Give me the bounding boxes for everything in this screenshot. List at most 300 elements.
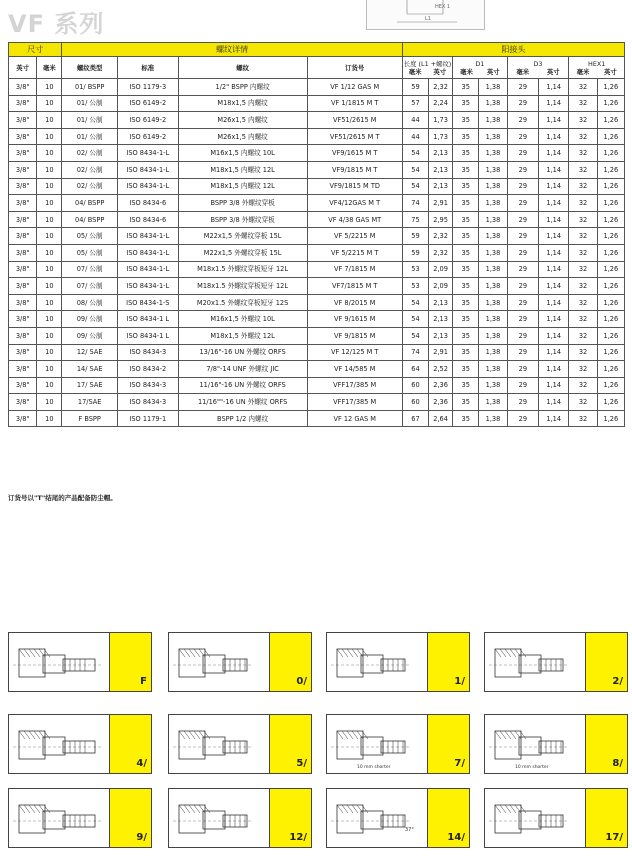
dimension-drawing (366, 0, 485, 30)
cell-hex1-mm: 32 (569, 327, 597, 344)
cell-length-inch: 2,32 (429, 228, 453, 245)
cell-d3-mm: 29 (507, 79, 538, 96)
cell-inch: 3/8" (9, 261, 37, 278)
cell-length-mm: 59 (402, 79, 428, 96)
cell-thread: BSPP 3/8 外螺纹穿板 (178, 211, 307, 228)
cell-inch: 3/8" (9, 145, 37, 162)
fitting-card (168, 714, 312, 774)
col-mm: 毫米 (37, 57, 62, 79)
hex1-inch: 英寸 (603, 67, 617, 76)
cell-hex1-mm: 32 (569, 112, 597, 129)
fitting-drawing (173, 719, 268, 769)
table-row (9, 261, 625, 278)
cell-thread-type: 09/ 公制 (62, 327, 118, 344)
cell-standard: ISO 8434-1 L (117, 311, 178, 328)
cell-mm: 10 (37, 344, 62, 361)
spec-table (8, 42, 625, 427)
cell-d1-inch: 1,38 (479, 112, 507, 129)
fitting-code: 8/ (612, 758, 623, 769)
fitting-card (8, 632, 152, 692)
cell-d3-inch: 1,14 (539, 79, 569, 96)
cell-mm: 10 (37, 228, 62, 245)
cell-d1-mm: 35 (453, 394, 479, 411)
cell-d1-mm: 35 (453, 195, 479, 212)
cell-length-mm: 54 (402, 161, 428, 178)
d1-inch: 英寸 (486, 67, 500, 76)
cell-d1-mm: 35 (453, 261, 479, 278)
cell-length-inch: 2,13 (429, 294, 453, 311)
length-title: 长度 (L1 +螺纹) (403, 59, 452, 68)
cell-d3-mm: 29 (507, 261, 538, 278)
cell-inch: 3/8" (9, 344, 37, 361)
cell-order-no: VFF17/385 M (307, 377, 402, 394)
cell-order-no: VF51/2615 M (307, 112, 402, 129)
cell-d1-inch: 1,38 (479, 344, 507, 361)
cell-inch: 3/8" (9, 79, 37, 96)
cell-d3-inch: 1,14 (539, 178, 569, 195)
cell-hex1-inch: 1,26 (597, 79, 624, 96)
cell-thread-type: 08/ 公制 (62, 294, 118, 311)
cell-inch: 3/8" (9, 128, 37, 145)
cell-d3-inch: 1,14 (539, 145, 569, 162)
cell-length-inch: 2,13 (429, 327, 453, 344)
fitting-card (484, 632, 628, 692)
cell-hex1-mm: 32 (569, 244, 597, 261)
l1-label: L1 (425, 16, 431, 22)
cell-hex1-inch: 1,26 (597, 211, 624, 228)
cell-thread: 11/16""-16 UN 外螺纹 ORFS (178, 394, 307, 411)
cell-mm: 10 (37, 79, 62, 96)
cell-thread-type: 01/ 公制 (62, 112, 118, 129)
cell-d3-inch: 1,14 (539, 327, 569, 344)
table-row (9, 361, 625, 378)
cell-thread: M18x1.5 外螺纹穿板短牙 12L (178, 261, 307, 278)
cell-thread-type: 12/ SAE (62, 344, 118, 361)
col-d1 (453, 57, 507, 79)
cell-thread: M16x1,5 内螺纹 10L (178, 145, 307, 162)
fitting-card (326, 714, 470, 774)
cell-length-mm: 64 (402, 361, 428, 378)
cell-inch: 3/8" (9, 112, 37, 129)
table-row (9, 79, 625, 96)
cell-thread: M18x1.5 外螺纹穿板短牙 12L (178, 278, 307, 295)
cell-thread: M18x1,5 内螺纹 12L (178, 161, 307, 178)
cell-d1-mm: 35 (453, 410, 479, 427)
cell-mm: 10 (37, 361, 62, 378)
cell-hex1-inch: 1,26 (597, 145, 624, 162)
fitting-code: 0/ (296, 676, 307, 687)
cell-inch: 3/8" (9, 161, 37, 178)
fitting-drawing (13, 793, 108, 843)
cell-d1-mm: 35 (453, 244, 479, 261)
cell-d3-mm: 29 (507, 327, 538, 344)
cell-hex1-inch: 1,26 (597, 278, 624, 295)
fitting-card (484, 714, 628, 774)
cell-hex1-mm: 32 (569, 161, 597, 178)
cell-standard: ISO 8434-1-L (117, 145, 178, 162)
cell-hex1-mm: 32 (569, 145, 597, 162)
cell-length-mm: 74 (402, 344, 428, 361)
fitting-drawing (331, 719, 426, 769)
d3-title: D3 (533, 59, 543, 68)
cell-d3-mm: 29 (507, 294, 538, 311)
table-row (9, 178, 625, 195)
cell-length-mm: 59 (402, 228, 428, 245)
fitting-drawing (331, 793, 426, 843)
cell-inch: 3/8" (9, 211, 37, 228)
cell-thread: M16x1,5 外螺纹 10L (178, 311, 307, 328)
d1-mm: 毫米 (460, 67, 473, 76)
cell-thread-type: 02/ 公制 (62, 161, 118, 178)
cell-d3-mm: 29 (507, 195, 538, 212)
cell-d3-mm: 29 (507, 128, 538, 145)
fitting-drawing (331, 637, 426, 687)
cell-hex1-mm: 32 (569, 95, 597, 112)
cell-thread-type: 02/ 公制 (62, 178, 118, 195)
cell-standard: ISO 8434-1-L (117, 178, 178, 195)
cell-d1-inch: 1,38 (479, 228, 507, 245)
cell-d1-mm: 35 (453, 377, 479, 394)
cell-d1-mm: 35 (453, 211, 479, 228)
angle-label: 37° (405, 827, 414, 833)
shorter-note: 10 mm shorter (515, 765, 549, 770)
fitting-code: 9/ (136, 832, 147, 843)
table-row (9, 95, 625, 112)
cell-d3-mm: 29 (507, 145, 538, 162)
cell-standard: ISO 6149-2 (117, 95, 178, 112)
cell-order-no: VF 12 GAS M (307, 410, 402, 427)
cell-length-mm: 54 (402, 178, 428, 195)
table-body (9, 79, 625, 427)
cell-length-mm: 54 (402, 327, 428, 344)
cell-order-no: VF9/1815 M TD (307, 178, 402, 195)
cell-d1-inch: 1,38 (479, 261, 507, 278)
cell-inch: 3/8" (9, 95, 37, 112)
cell-order-no: VF 1/12 GAS M (307, 79, 402, 96)
cell-inch: 3/8" (9, 244, 37, 261)
cell-d1-inch: 1,38 (479, 394, 507, 411)
cell-order-no: VF9/1615 M T (307, 145, 402, 162)
cell-d1-inch: 1,38 (479, 128, 507, 145)
fitting-drawing (13, 637, 108, 687)
cell-thread: M18x1,5 内螺纹 12L (178, 178, 307, 195)
cell-d3-mm: 29 (507, 178, 538, 195)
cell-length-inch: 2,36 (429, 377, 453, 394)
cell-d1-inch: 1,38 (479, 178, 507, 195)
cell-d1-mm: 35 (453, 112, 479, 129)
cell-d1-mm: 35 (453, 95, 479, 112)
col-length (402, 57, 452, 79)
cell-inch: 3/8" (9, 361, 37, 378)
cell-d3-mm: 29 (507, 278, 538, 295)
cell-standard: ISO 8434-6 (117, 211, 178, 228)
cell-d1-inch: 1,38 (479, 361, 507, 378)
cell-thread-type: 02/ 公制 (62, 145, 118, 162)
table-row (9, 211, 625, 228)
cell-order-no: VF7/1815 M T (307, 278, 402, 295)
table-row (9, 294, 625, 311)
footnote: 订货号以"T"结尾的产品配备防尘帽。 (8, 494, 117, 502)
cell-mm: 10 (37, 327, 62, 344)
cell-thread: M18x1,5 内螺纹 (178, 95, 307, 112)
cell-hex1-inch: 1,26 (597, 228, 624, 245)
cell-order-no: VF4/12GAS M T (307, 195, 402, 212)
cell-d1-mm: 35 (453, 178, 479, 195)
cell-mm: 10 (37, 311, 62, 328)
cell-d3-mm: 29 (507, 228, 538, 245)
cell-thread-type: 01/ 公制 (62, 95, 118, 112)
cell-length-inch: 2,09 (429, 261, 453, 278)
cell-d3-inch: 1,14 (539, 361, 569, 378)
cell-thread-type: 01/ BSPP (62, 79, 118, 96)
table-row (9, 410, 625, 427)
cell-mm: 10 (37, 394, 62, 411)
cell-length-mm: 67 (402, 410, 428, 427)
cell-standard: ISO 8434-1-L (117, 228, 178, 245)
fitting-code: 14/ (447, 832, 465, 843)
cell-d3-inch: 1,14 (539, 95, 569, 112)
cell-order-no: VF 1/1815 M T (307, 95, 402, 112)
cell-length-inch: 2,13 (429, 178, 453, 195)
cell-d1-mm: 35 (453, 327, 479, 344)
cell-thread-type: F BSPP (62, 410, 118, 427)
col-thread: 螺纹 (178, 57, 307, 79)
cell-d3-inch: 1,14 (539, 394, 569, 411)
cell-d1-mm: 35 (453, 344, 479, 361)
cell-d1-inch: 1,38 (479, 79, 507, 96)
cell-mm: 10 (37, 294, 62, 311)
group-header-row (9, 43, 625, 57)
cell-d3-inch: 1,14 (539, 195, 569, 212)
cell-mm: 10 (37, 128, 62, 145)
cell-d3-inch: 1,14 (539, 294, 569, 311)
col-hex1 (569, 57, 625, 79)
cell-d1-mm: 35 (453, 161, 479, 178)
cell-length-inch: 1,73 (429, 112, 453, 129)
cell-thread-type: 07/ 公制 (62, 278, 118, 295)
table-row (9, 377, 625, 394)
cell-order-no: VF 9/1615 M (307, 311, 402, 328)
fitting-card (8, 788, 152, 848)
cell-length-inch: 2,13 (429, 311, 453, 328)
cell-thread-type: 17/SAE (62, 394, 118, 411)
cell-hex1-inch: 1,26 (597, 161, 624, 178)
cell-d1-mm: 35 (453, 79, 479, 96)
cell-hex1-inch: 1,26 (597, 178, 624, 195)
fitting-code: 2/ (612, 676, 623, 687)
cell-length-inch: 2,09 (429, 278, 453, 295)
cell-hex1-inch: 1,26 (597, 394, 624, 411)
cell-d1-inch: 1,38 (479, 211, 507, 228)
cell-hex1-mm: 32 (569, 377, 597, 394)
cell-length-mm: 53 (402, 261, 428, 278)
cell-length-mm: 44 (402, 128, 428, 145)
fitting-card (8, 714, 152, 774)
cell-standard: ISO 8434-2 (117, 361, 178, 378)
cell-d3-mm: 29 (507, 311, 538, 328)
cell-thread: M20x1.5 外螺纹穿板短牙 12S (178, 294, 307, 311)
cell-standard: ISO 8434-6 (117, 195, 178, 212)
table-row (9, 278, 625, 295)
cell-length-mm: 54 (402, 145, 428, 162)
cell-thread: M18x1,5 外螺纹 12L (178, 327, 307, 344)
cell-hex1-mm: 32 (569, 79, 597, 96)
fitting-code: 1/ (454, 676, 465, 687)
cell-length-mm: 44 (402, 112, 428, 129)
cell-d3-inch: 1,14 (539, 161, 569, 178)
cell-inch: 3/8" (9, 294, 37, 311)
fitting-outline-drawing (367, 0, 484, 29)
fitting-drawing (173, 793, 268, 843)
cell-d1-mm: 35 (453, 361, 479, 378)
table-row (9, 311, 625, 328)
cell-hex1-inch: 1,26 (597, 244, 624, 261)
cell-hex1-mm: 32 (569, 178, 597, 195)
cell-d3-inch: 1,14 (539, 261, 569, 278)
cell-mm: 10 (37, 261, 62, 278)
cell-standard: ISO 8434-1 L (117, 327, 178, 344)
length-inch: 英寸 (433, 67, 447, 76)
cell-standard: ISO 6149-2 (117, 128, 178, 145)
cell-order-no: VF51/2615 M T (307, 128, 402, 145)
cell-mm: 10 (37, 95, 62, 112)
cell-d1-mm: 35 (453, 294, 479, 311)
cell-mm: 10 (37, 278, 62, 295)
cell-hex1-mm: 32 (569, 211, 597, 228)
cell-hex1-mm: 32 (569, 128, 597, 145)
cell-hex1-inch: 1,26 (597, 344, 624, 361)
cell-d1-mm: 35 (453, 228, 479, 245)
fitting-drawing (489, 719, 584, 769)
fitting-drawing (489, 793, 584, 843)
cell-order-no: VF 8/2015 M (307, 294, 402, 311)
cell-length-inch: 2,36 (429, 394, 453, 411)
cell-hex1-mm: 32 (569, 361, 597, 378)
cell-hex1-mm: 32 (569, 344, 597, 361)
cell-length-mm: 53 (402, 278, 428, 295)
cell-d3-inch: 1,14 (539, 128, 569, 145)
cell-d1-inch: 1,38 (479, 327, 507, 344)
cell-inch: 3/8" (9, 195, 37, 212)
cell-length-mm: 59 (402, 244, 428, 261)
cell-hex1-mm: 32 (569, 278, 597, 295)
table-row (9, 112, 625, 129)
cell-mm: 10 (37, 377, 62, 394)
hex1-title: HEX1 (588, 59, 606, 68)
cell-inch: 3/8" (9, 228, 37, 245)
cell-hex1-inch: 1,26 (597, 95, 624, 112)
cell-d3-inch: 1,14 (539, 244, 569, 261)
cell-d3-mm: 29 (507, 344, 538, 361)
cell-order-no: VF 9/1815 M (307, 327, 402, 344)
cell-d1-inch: 1,38 (479, 377, 507, 394)
fitting-card (484, 788, 628, 848)
cell-d3-inch: 1,14 (539, 228, 569, 245)
cell-d3-inch: 1,14 (539, 211, 569, 228)
cell-length-inch: 2,13 (429, 145, 453, 162)
cell-thread: BSPP 1/2 内螺纹 (178, 410, 307, 427)
cell-thread-type: 04/ BSPP (62, 195, 118, 212)
col-d3 (507, 57, 569, 79)
cell-length-mm: 75 (402, 211, 428, 228)
cell-d3-mm: 29 (507, 95, 538, 112)
cell-order-no: VF9/1815 M T (307, 161, 402, 178)
cell-standard: ISO 8434-1-L (117, 161, 178, 178)
page-title: VF 系列 (8, 10, 105, 38)
cell-order-no: VF 14/585 M (307, 361, 402, 378)
fitting-drawing (489, 637, 584, 687)
cell-hex1-mm: 32 (569, 311, 597, 328)
cell-mm: 10 (37, 244, 62, 261)
cell-length-inch: 2,64 (429, 410, 453, 427)
cell-hex1-mm: 32 (569, 261, 597, 278)
cell-d3-inch: 1,14 (539, 278, 569, 295)
cell-d3-inch: 1,14 (539, 112, 569, 129)
cell-thread: 7/8"-14 UNF 外螺纹 JIC (178, 361, 307, 378)
cell-inch: 3/8" (9, 394, 37, 411)
fitting-code: 17/ (605, 832, 623, 843)
cell-d3-mm: 29 (507, 211, 538, 228)
cell-d1-inch: 1,38 (479, 95, 507, 112)
cell-order-no: VF 4/38 GAS MT (307, 211, 402, 228)
cell-mm: 10 (37, 112, 62, 129)
table-row (9, 228, 625, 245)
cell-d3-mm: 29 (507, 244, 538, 261)
table-row (9, 344, 625, 361)
cell-order-no: VF 5/2215 M (307, 228, 402, 245)
fitting-code: 7/ (454, 758, 465, 769)
cell-d1-inch: 1,38 (479, 294, 507, 311)
cell-order-no: VF 5/2215 M T (307, 244, 402, 261)
cell-hex1-inch: 1,26 (597, 311, 624, 328)
cell-length-inch: 2,91 (429, 195, 453, 212)
cell-thread-type: 04/ BSPP (62, 211, 118, 228)
cell-thread: 1/2" BSPP 内螺纹 (178, 79, 307, 96)
cell-standard: ISO 8434-3 (117, 377, 178, 394)
cell-hex1-inch: 1,26 (597, 327, 624, 344)
d3-mm: 毫米 (516, 67, 530, 76)
cell-d1-mm: 35 (453, 278, 479, 295)
cell-d1-inch: 1,38 (479, 410, 507, 427)
cell-thread: M26x1,5 内螺纹 (178, 128, 307, 145)
fitting-code: 12/ (289, 832, 307, 843)
cell-length-mm: 54 (402, 311, 428, 328)
col-order-no: 订货号 (307, 57, 402, 79)
cell-length-mm: 60 (402, 377, 428, 394)
table-row (9, 145, 625, 162)
cell-inch: 3/8" (9, 278, 37, 295)
cell-order-no: VF 7/1815 M (307, 261, 402, 278)
cell-thread: BSPP 3/8 外螺纹穿板 (178, 195, 307, 212)
cell-hex1-inch: 1,26 (597, 377, 624, 394)
cell-d1-inch: 1,38 (479, 195, 507, 212)
cell-length-inch: 2,32 (429, 79, 453, 96)
cell-hex1-mm: 32 (569, 410, 597, 427)
cell-length-mm: 60 (402, 394, 428, 411)
cell-thread-type: 09/ 公制 (62, 311, 118, 328)
cell-thread-type: 01/ 公制 (62, 128, 118, 145)
cell-thread-type: 07/ 公制 (62, 261, 118, 278)
group-male: 阳接头 (402, 43, 624, 57)
cell-inch: 3/8" (9, 377, 37, 394)
group-thread: 螺纹详情 (62, 43, 402, 57)
fitting-code: F (140, 676, 147, 687)
cell-thread-type: 17/ SAE (62, 377, 118, 394)
cell-standard: ISO 1179-1 (117, 410, 178, 427)
cell-thread: M22x1,5 外螺纹穿板 15L (178, 228, 307, 245)
cell-length-inch: 2,52 (429, 361, 453, 378)
d1-title: D1 (475, 59, 485, 68)
